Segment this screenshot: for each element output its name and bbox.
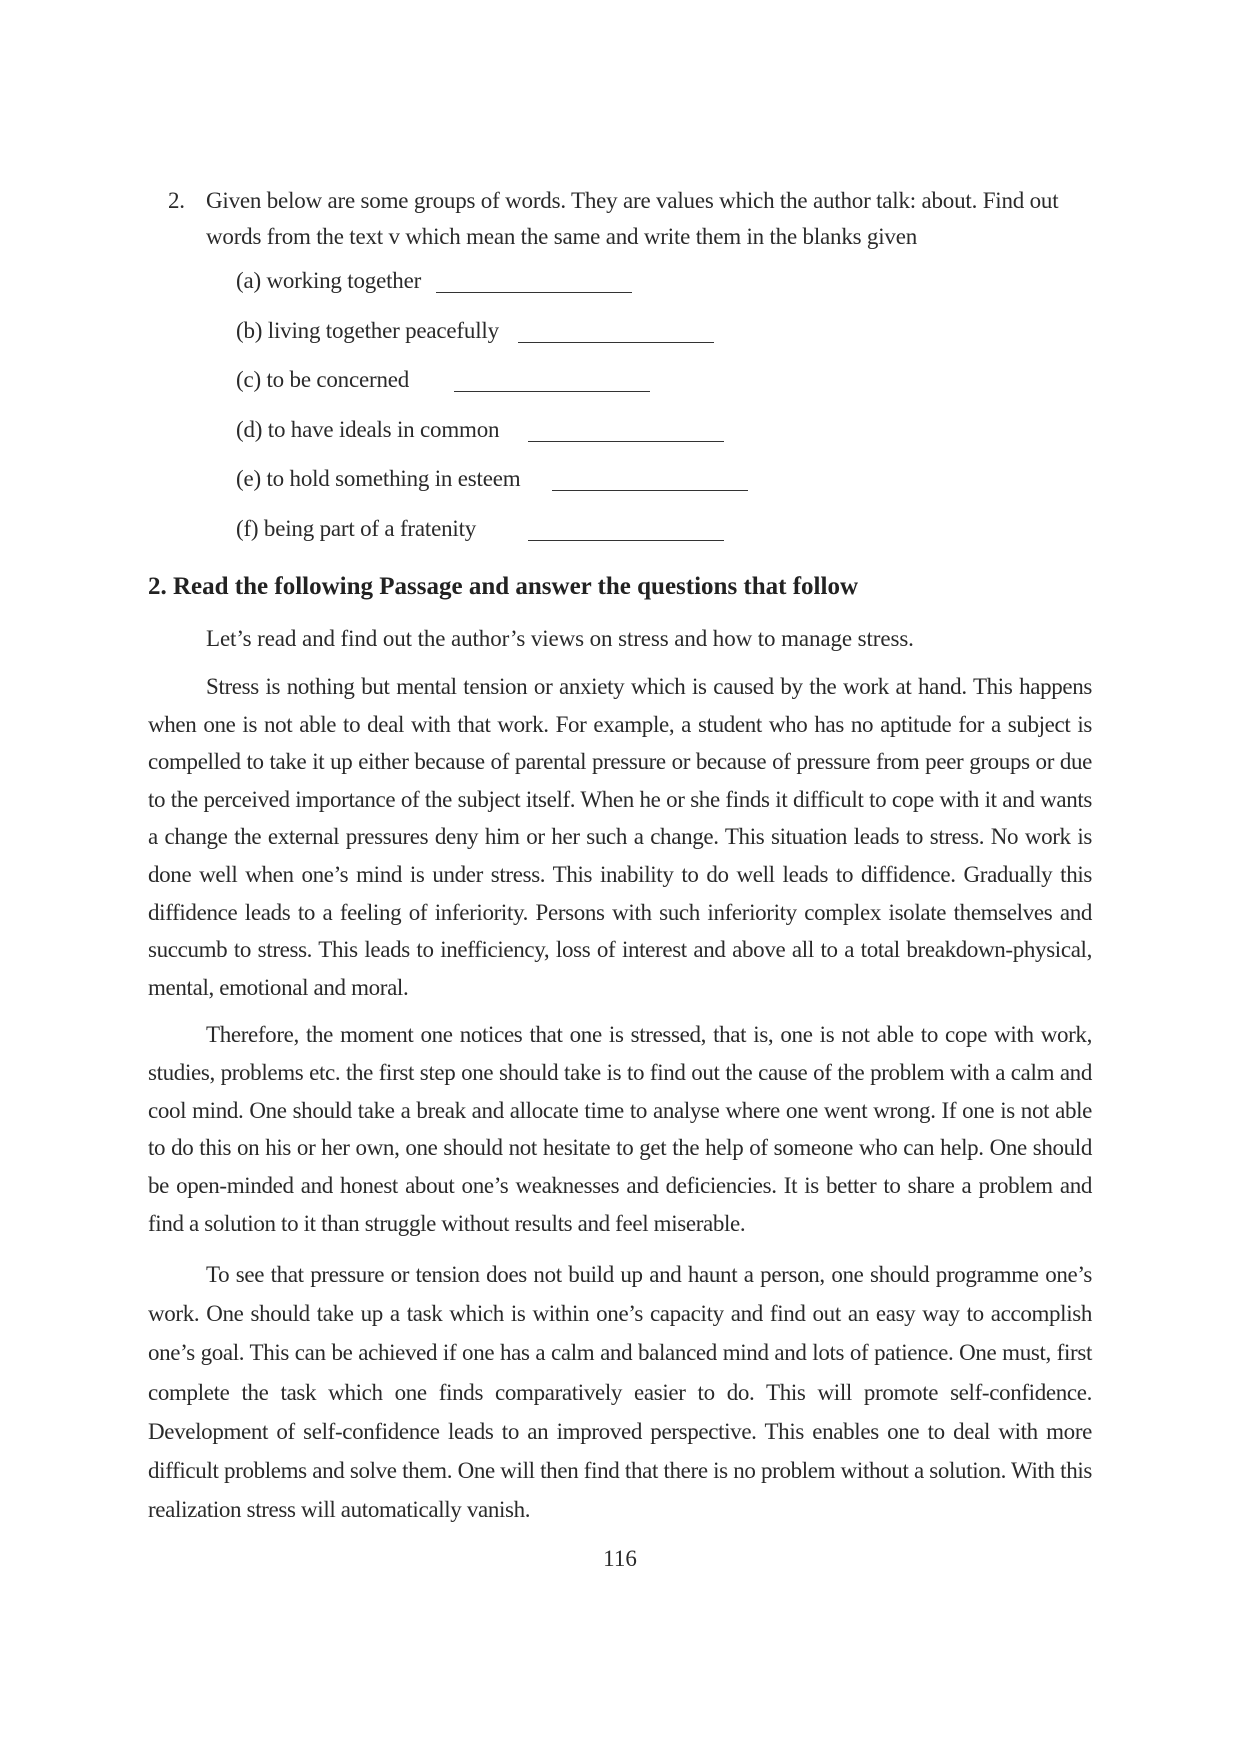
- fill-in-items: [236, 266, 520, 564]
- list-item: [236, 365, 520, 415]
- answer-blank[interactable]: [454, 391, 650, 392]
- list-item: [236, 316, 520, 366]
- question-text-line2: words from the text v which mean the same and write them in the blanks given: [206, 224, 918, 249]
- answer-blank[interactable]: [528, 441, 724, 442]
- passage-paragraph-3: To see that pressure or tension does not build up and haunt a person, one should programme one’s work. One should take up a task which is within one’s capacity and find out an easy way to accomplish one’s goal. This can be achieved if one has a calm and balanced mind and lots of patience. One must, first complete the task which one finds comparatively easier to do. This will promote self-confidence. Development of self-confidence leads to an improved perspective. This enables one to deal with more difficult problems and solve them. One will then find that there is no problem without a solution. With this realization stress will automatically vanish.: [148, 1262, 1092, 1523]
- passage-intro: Let’s read and find out the author’s views on stress and how to manage stress.: [206, 626, 914, 651]
- question-text-line1: Given below are some groups of words. They are values which the author talk: about. Find out: [206, 188, 1059, 213]
- question-number: 2.: [168, 188, 185, 213]
- item-label: (c) to be concerned: [236, 367, 410, 393]
- passage-paragraph-1: Stress is nothing but mental tension or anxiety which is caused by the work at hand. This happens when one is not able to deal with that work. For example, a student who has no aptitude for a subject is compelled to take it up either because of parental pressure or because of pressure from peer groups or due to the perceived importance of the subject itself. When he or she finds it difficult to cope with it and wants a change the external pressures deny him or her such a change. This situation leads to stress. No work is done well when one’s mind is under stress. This inability to do well leads to diffidence. Gradually this diffidence leads to a feeling of inferiority. Persons with such inferiority complex isolate themselves and succumb to stress. This leads to inefficiency, loss of interest and above all to a total breakdown-physical, mental, emotional and moral.: [148, 674, 1092, 1000]
- list-item: [236, 415, 520, 465]
- item-label: (e) to hold something in esteem: [236, 466, 521, 492]
- answer-blank[interactable]: [436, 292, 632, 293]
- passage-paragraph-2: Therefore, the moment one notices that one is stressed, that is, one is not able to cope with work, studies, problems etc. the first step one should take is to find out the cause of the problem with a calm and cool mind. One should take a break and allocate time to analyse where one went wrong. If one is not able to do this on his or her own, one should not hesitate to get the help of someone who can help. One should be open-minded and honest about one’s weaknesses and deficiencies. It is better to share a problem and find a solution to it than struggle without results and feel miserable.: [148, 1022, 1092, 1236]
- item-label: (d) to have ideals in common: [236, 416, 500, 442]
- list-item: [236, 266, 520, 316]
- answer-blank[interactable]: [518, 342, 714, 343]
- answer-blank[interactable]: [552, 490, 748, 491]
- page-number: 116: [603, 1546, 637, 1571]
- exercise-question: [168, 183, 1098, 255]
- item-label: (b) living together peacefully: [236, 317, 499, 343]
- item-label: (f) being part of a fratenity: [236, 515, 477, 541]
- answer-blank[interactable]: [528, 540, 724, 541]
- list-item: [236, 514, 520, 564]
- item-label: (a) working together: [236, 268, 422, 293]
- section-heading: 2. Read the following Passage and answer the questions that follow: [148, 573, 858, 600]
- list-item: [236, 464, 520, 514]
